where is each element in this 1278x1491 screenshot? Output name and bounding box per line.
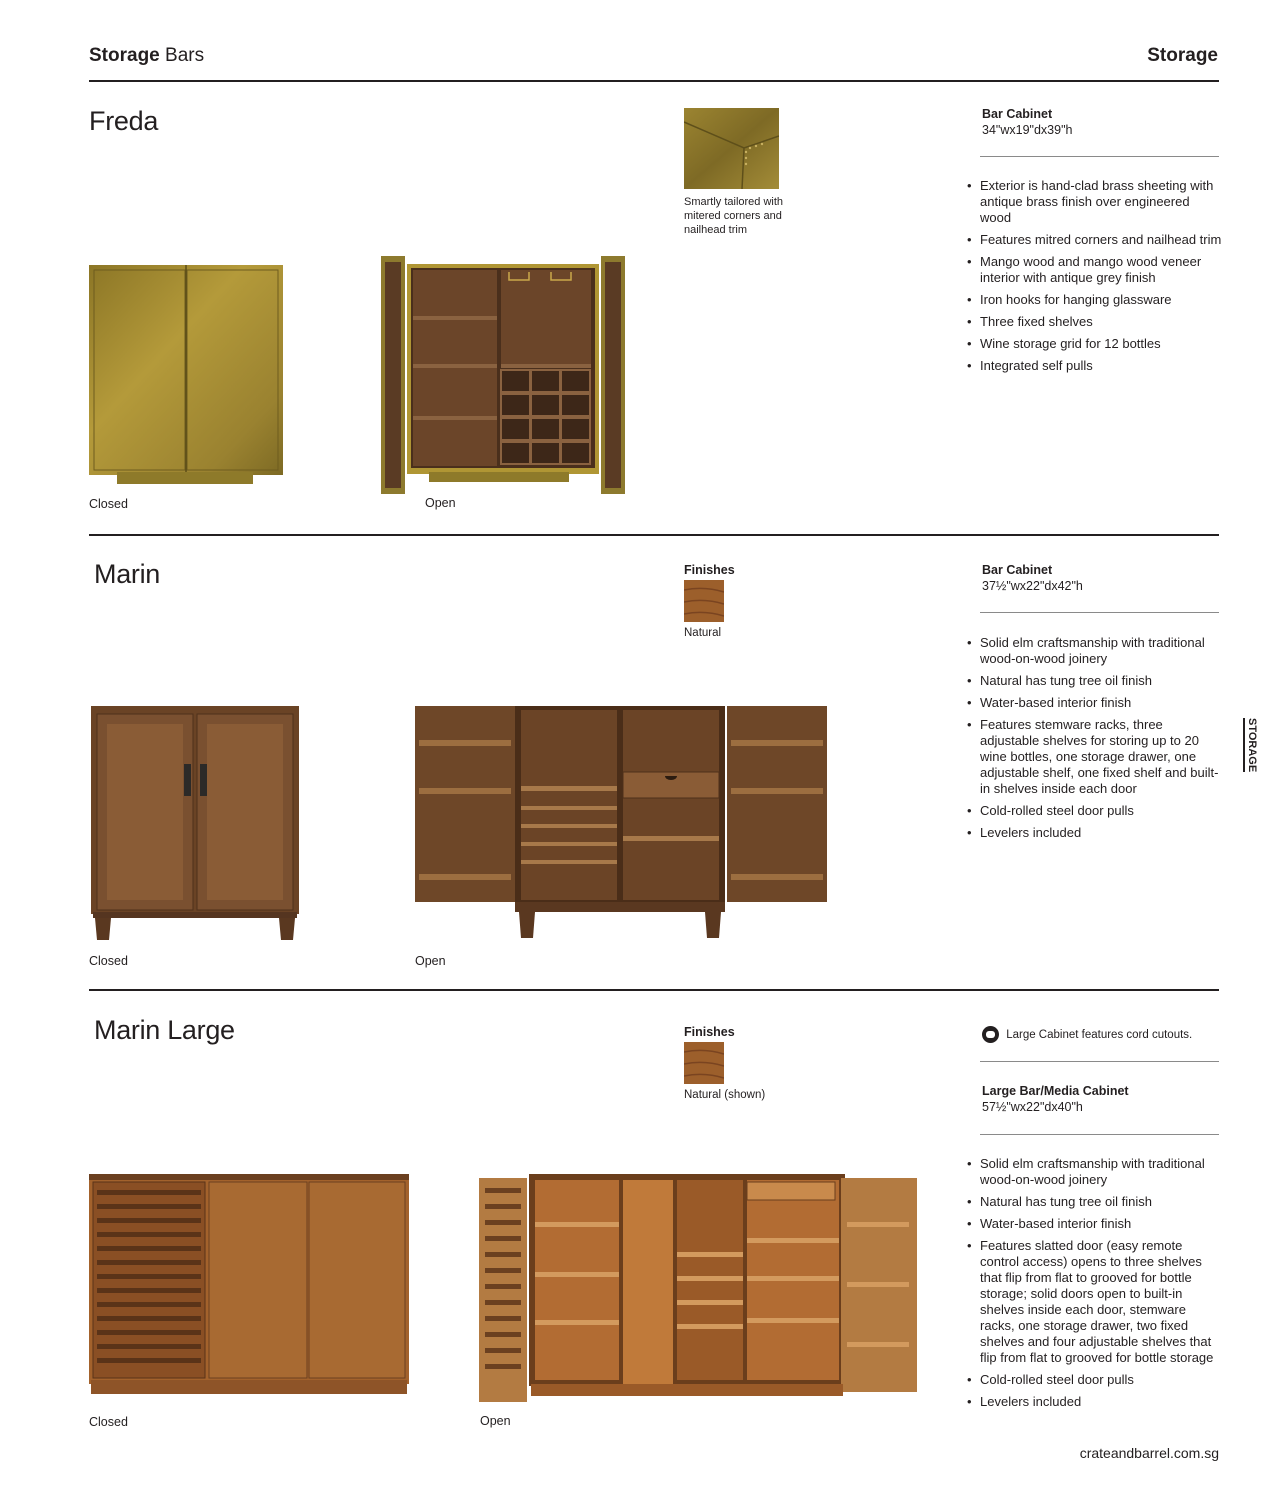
cord-cutout-icon <box>982 1026 999 1043</box>
feature-item: • Natural has tung tree oil finish <box>967 1194 1223 1210</box>
feature-item: • Water-based interior finish <box>967 1216 1223 1232</box>
marin-finish-swatch[interactable] <box>684 580 724 622</box>
marin-feature-list <box>967 635 1223 847</box>
feature-item: • Features stemware racks, three adjustable shelves for storing up to 20 wine bottles, one storage drawer, one adjustable shelf, one fixed shelf and built-in shelves inside each door <box>967 717 1223 797</box>
marin-finish-label: Natural <box>684 627 722 639</box>
cord-note-text: Large Cabinet features cord cutouts. <box>1006 1028 1193 1041</box>
feature-item: • Levelers included <box>967 825 1223 841</box>
freda-closed-image <box>89 265 285 485</box>
marin-large-finishes-title: Finishes <box>684 1025 735 1039</box>
feature-item: • Three fixed shelves <box>967 314 1223 330</box>
freda-open-label: Open <box>425 496 456 510</box>
section-rule <box>89 989 1219 991</box>
marin-large-spec-divider <box>980 1134 1219 1135</box>
marin-large-spec-title: Large Bar/Media Cabinet <box>982 1084 1129 1098</box>
marin-spec-title: Bar Cabinet <box>982 563 1053 577</box>
freda-detail-image <box>684 108 779 189</box>
feature-item: • Solid elm craftsmanship with traditional wood-on-wood joinery <box>967 635 1223 667</box>
section-heading <box>89 45 204 67</box>
marin-open-image <box>415 706 827 942</box>
footer-url[interactable]: crateandbarrel.com.sg <box>1079 1445 1219 1461</box>
section-heading-bold: Storage <box>89 45 160 66</box>
feature-item: • Cold-rolled steel door pulls <box>967 803 1223 819</box>
feature-item: • Features mitred corners and nailhead trim <box>967 232 1223 248</box>
marin-finishes-title: Finishes <box>684 563 735 577</box>
marin-large-open-image <box>479 1172 919 1408</box>
freda-spec-title: Bar Cabinet <box>982 107 1053 121</box>
marin-large-open-label: Open <box>480 1414 511 1428</box>
marin-spec-dims: 37½"wx22"dx42"h <box>982 579 1083 593</box>
freda-spec-divider <box>980 156 1219 157</box>
freda-feature-list <box>967 178 1223 380</box>
feature-item: • Exterior is hand-clad brass sheeting with antique brass finish over engineered wood <box>967 178 1223 226</box>
feature-item: • Cold-rolled steel door pulls <box>967 1372 1223 1388</box>
cord-note <box>982 1026 1192 1043</box>
feature-item: • Solid elm craftsmanship with traditional wood-on-wood joinery <box>967 1156 1223 1188</box>
marin-large-finish-label: Natural (shown) <box>684 1089 766 1101</box>
feature-item: • Iron hooks for hanging glassware <box>967 292 1223 308</box>
feature-item: • Wine storage grid for 12 bottles <box>967 336 1223 352</box>
section-heading-light: Bars <box>165 45 205 66</box>
feature-item: • Natural has tung tree oil finish <box>967 673 1223 689</box>
feature-item: • Levelers included <box>967 1394 1223 1410</box>
section-rule <box>89 534 1219 536</box>
marin-large-spec-dims: 57½"wx22"dx40"h <box>982 1100 1083 1114</box>
product-name-marin-large: Marin Large <box>94 1015 235 1045</box>
side-tab-label: STORAGE <box>1243 718 1258 772</box>
side-tab <box>1242 718 1258 774</box>
feature-item: • Water-based interior finish <box>967 695 1223 711</box>
feature-item: • Features slatted door (easy remote control access) opens to three shelves that flip from flat to grooved for bottle storage; solid doors open to built-in shelves inside each door, stemware racks, one storage drawer, two fixed shelves and four adjustable shelves that flip from flat to grooved for bottle storage <box>967 1238 1223 1366</box>
freda-open-image <box>381 256 625 496</box>
header-rule <box>89 80 1219 82</box>
marin-closed-image <box>89 706 301 942</box>
feature-item: • Mango wood and mango wood veneer interior with antique grey finish <box>967 254 1223 286</box>
product-name-marin: Marin <box>94 559 161 589</box>
freda-closed-label: Closed <box>89 497 128 511</box>
marin-large-closed-label: Closed <box>89 1415 128 1429</box>
marin-large-note-divider <box>980 1061 1219 1062</box>
freda-detail-caption: Smartly tailored with mitered corners and nailhead trim <box>684 196 784 236</box>
marin-open-label: Open <box>415 954 446 968</box>
product-name-freda: Freda <box>89 106 159 136</box>
marin-large-finish-swatch[interactable] <box>684 1042 724 1084</box>
marin-spec-divider <box>980 612 1219 613</box>
freda-spec-dims: 34"wx19"dx39"h <box>982 123 1073 137</box>
marin-closed-label: Closed <box>89 954 128 968</box>
feature-item: • Integrated self pulls <box>967 358 1223 374</box>
category-title: Storage <box>1147 45 1218 66</box>
marin-large-closed-image <box>89 1174 410 1398</box>
marin-large-feature-list <box>967 1156 1223 1416</box>
